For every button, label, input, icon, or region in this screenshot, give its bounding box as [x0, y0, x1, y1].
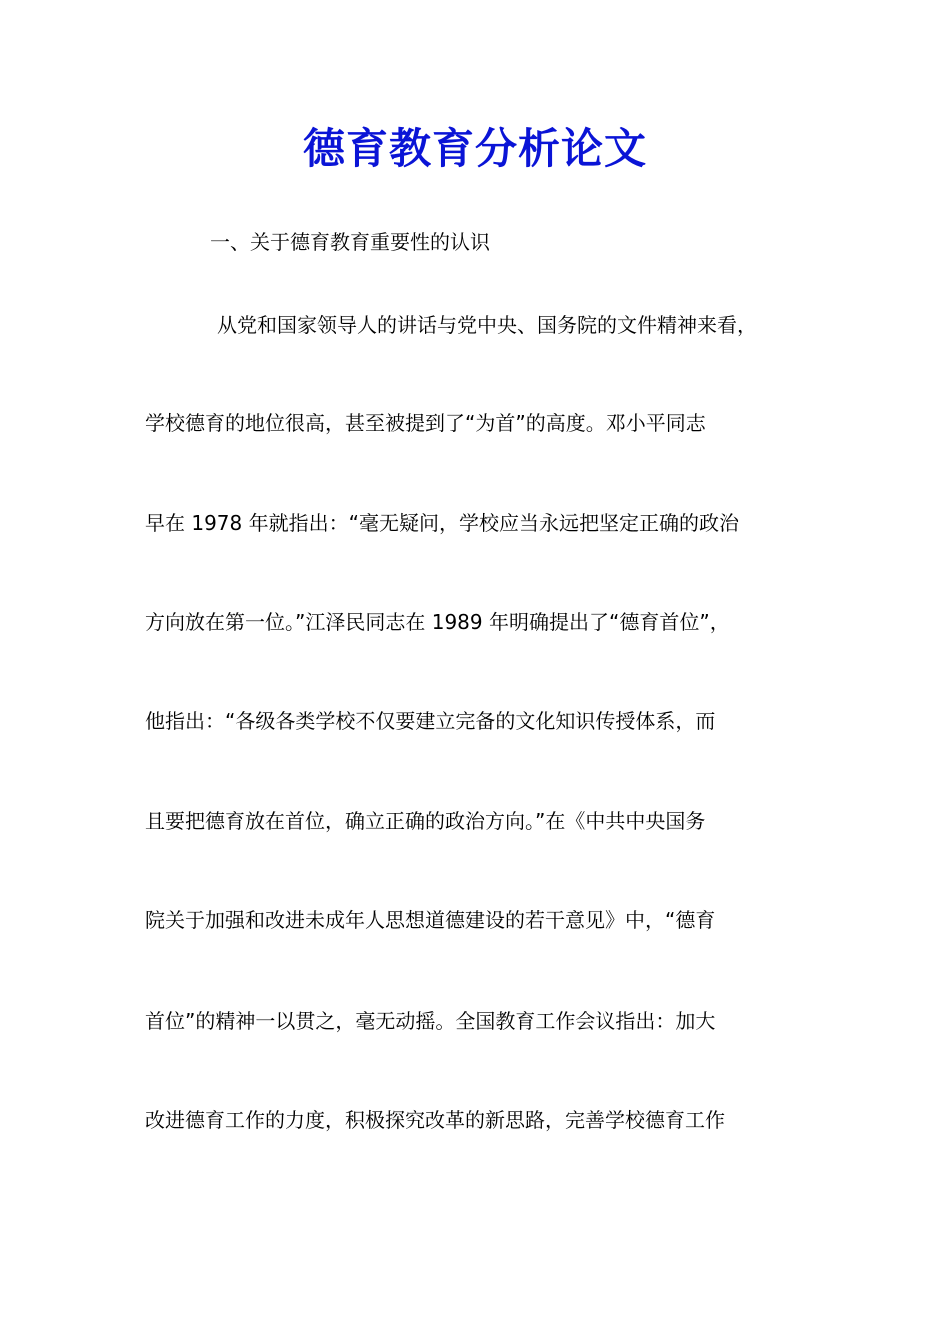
- paragraph-line: 首位”的精神一以贯之，毫无动摇。全国教育工作会议指出：加大: [145, 1009, 716, 1033]
- paragraph-line: 学校德育的地位很高，甚至被提到了“为首”的高度。邓小平同志: [145, 411, 706, 435]
- paragraph-line: 方向放在第一位。”江泽民同志在 1989 年明确提出了“德育首位”，: [145, 610, 730, 634]
- document-title: 德育教育分析论文: [302, 124, 647, 173]
- section-heading: 一、关于德育教育重要性的认识: [210, 230, 490, 254]
- paragraph-line: 且要把德育放在首位，确立正确的政治方向。”在《中共中央国务: [145, 809, 706, 833]
- paragraph-line: 早在 1978 年就指出：“毫无疑问，学校应当永远把坚定正确的政治: [145, 511, 739, 535]
- paragraph-line: 改进德育工作的力度，积极探究改革的新思路，完善学校德育工作: [145, 1108, 725, 1132]
- paragraph-line: 从党和国家领导人的讲话与党中央、国务院的文件精神来看，: [217, 313, 757, 337]
- paragraph-line: 院关于加强和改进未成年人思想道德建设的若干意见》中，“德育: [145, 908, 716, 932]
- paragraph-line: 他指出：“各级各类学校不仅要建立完备的文化知识传授体系，而: [145, 709, 716, 733]
